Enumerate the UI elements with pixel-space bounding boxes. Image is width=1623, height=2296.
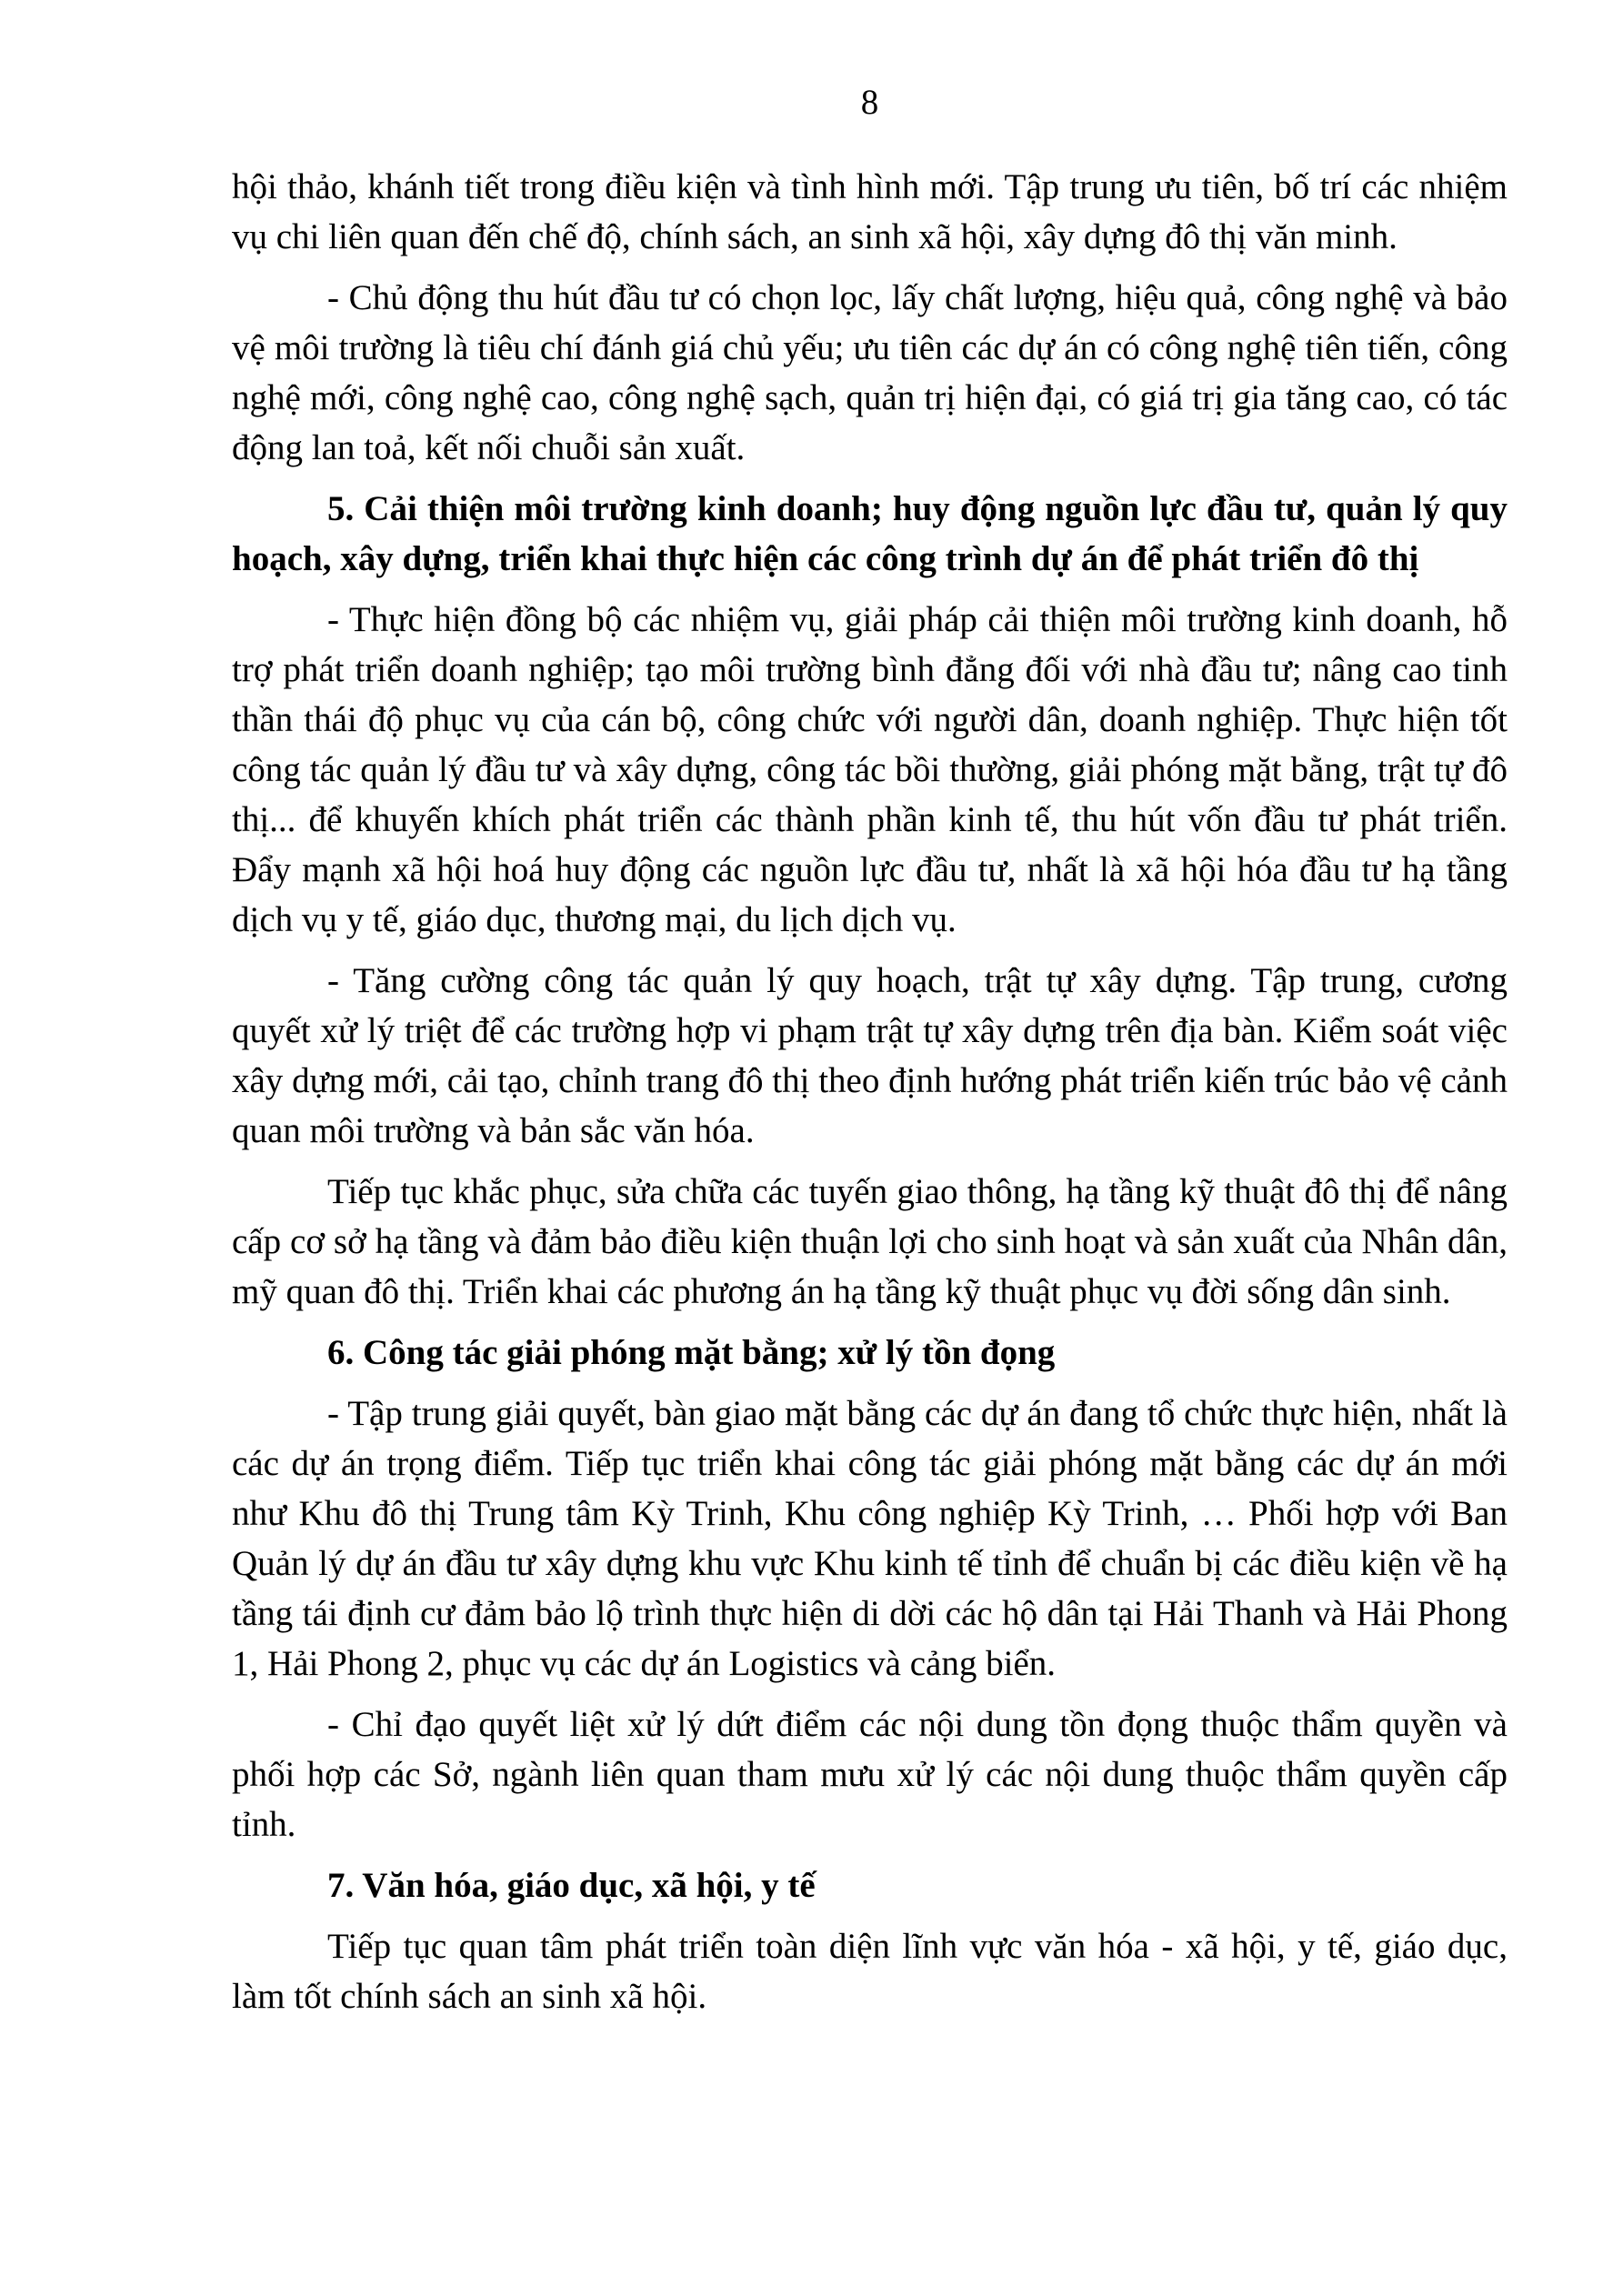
paragraph-thu-hut-dau-tu: - Chủ động thu hút đầu tư có chọn lọc, lấy chất lượng, hiệu quả, công nghệ và bảo vệ môi trường là tiêu chí đánh giá chủ yếu; ưu tiên các dự án có công nghệ tiên tiến, công nghệ mới, công nghệ cao, công nghệ sạch, quản trị hiện đại, có giá trị gia tăng cao, có tác động lan toả, kết nối chuỗi sản xuất. <box>232 278 1508 467</box>
paragraph-xu-ly-ton-dong: - Chỉ đạo quyết liệt xử lý dứt điểm các nội dung tồn đọng thuộc thẩm quyền và phối hợp các Sở, ngành liên quan tham mưu xử lý các nội dung thuộc thẩm quyền cấp tỉnh. <box>232 1705 1508 1844</box>
page-number: 8 <box>860 83 879 122</box>
paragraph-van-hoa-giao-duc: Tiếp tục quan tâm phát triển toàn diện lĩnh vực văn hóa - xã hội, y tế, giáo dục, làm tốt chính sách an sinh xã hội. <box>232 1927 1508 2016</box>
section-heading-7: 7. Văn hóa, giáo dục, xã hội, y tế <box>327 1866 816 1905</box>
section-heading-5: 5. Cải thiện môi trường kinh doanh; huy động nguồn lực đầu tư, quản lý quy hoạch, xây dựng, triển khai thực hiện các công trình dự án để phát triển đô thị <box>232 489 1508 578</box>
paragraph-quan-ly-quy-hoach: - Tăng cường công tác quản lý quy hoạch, trật tự xây dựng. Tập trung, cương quyết xử lý triệt để các trường hợp vi phạm trật tự xây dựng trên địa bàn. Kiểm soát việc xây dựng mới, cải tạo, chỉnh trang đô thị theo định hướng phát triển kiến trúc bảo vệ cảnh quan môi trường và bản sắc văn hóa. <box>232 961 1508 1150</box>
document-body <box>232 162 1508 2021</box>
paragraph-hoithao-continuation: hội thảo, khánh tiết trong điều kiện và tình hình mới. Tập trung ưu tiên, bố trí các nhiệm vụ chi liên quan đến chế độ, chính sách, an sinh xã hội, xây dựng đô thị văn minh. <box>232 167 1508 256</box>
paragraph-cai-thien-moi-truong-kinh-doanh: - Thực hiện đồng bộ các nhiệm vụ, giải pháp cải thiện môi trường kinh doanh, hỗ trợ phát triển doanh nghiệp; tạo môi trường bình đẳng đối với nhà đầu tư; nâng cao tinh thần thái độ phục vụ của cán bộ, công chức với người dân, doanh nghiệp. Thực hiện tốt công tác quản lý đầu tư và xây dựng, công tác bồi thường, giải phóng mặt bằng, trật tự đô thị... để khuyến khích phát triển các thành phần kinh tế, thu hút vốn đầu tư phát triển. Đẩy mạnh xã hội hoá huy động các nguồn lực đầu tư, nhất là xã hội hóa đầu tư hạ tầng dịch vụ y tế, giáo dục, thương mại, du lịch dịch vụ. <box>232 600 1508 939</box>
section-heading-6: 6. Công tác giải phóng mặt bằng; xử lý tồn đọng <box>327 1333 1056 1372</box>
paragraph-ha-tang-giao-thong: Tiếp tục khắc phục, sửa chữa các tuyến giao thông, hạ tầng kỹ thuật đô thị để nâng cấp cơ sở hạ tầng và đảm bảo điều kiện thuận lợi cho sinh hoạt và sản xuất của Nhân dân, mỹ quan đô thị. Triển khai các phương án hạ tầng kỹ thuật phục vụ đời sống dân sinh. <box>232 1172 1508 1311</box>
paragraph-giai-phong-mat-bang: - Tập trung giải quyết, bàn giao mặt bằng các dự án đang tổ chức thực hiện, nhất là các dự án trọng điểm. Tiếp tục triển khai công tác giải phóng mặt bằng các dự án mới như Khu đô thị Trung tâm Kỳ Trinh, Khu công nghiệp Kỳ Trinh, … Phối hợp với Ban Quản lý dự án đầu tư xây dựng khu vực Khu kinh tế tỉnh để chuẩn bị các điều kiện về hạ tầng tái định cư đảm bảo lộ trình thực hiện di dời các hộ dân tại Hải Thanh và Hải Phong 1, Hải Phong 2, phục vụ các dự án Logistics và cảng biển. <box>232 1394 1508 1683</box>
